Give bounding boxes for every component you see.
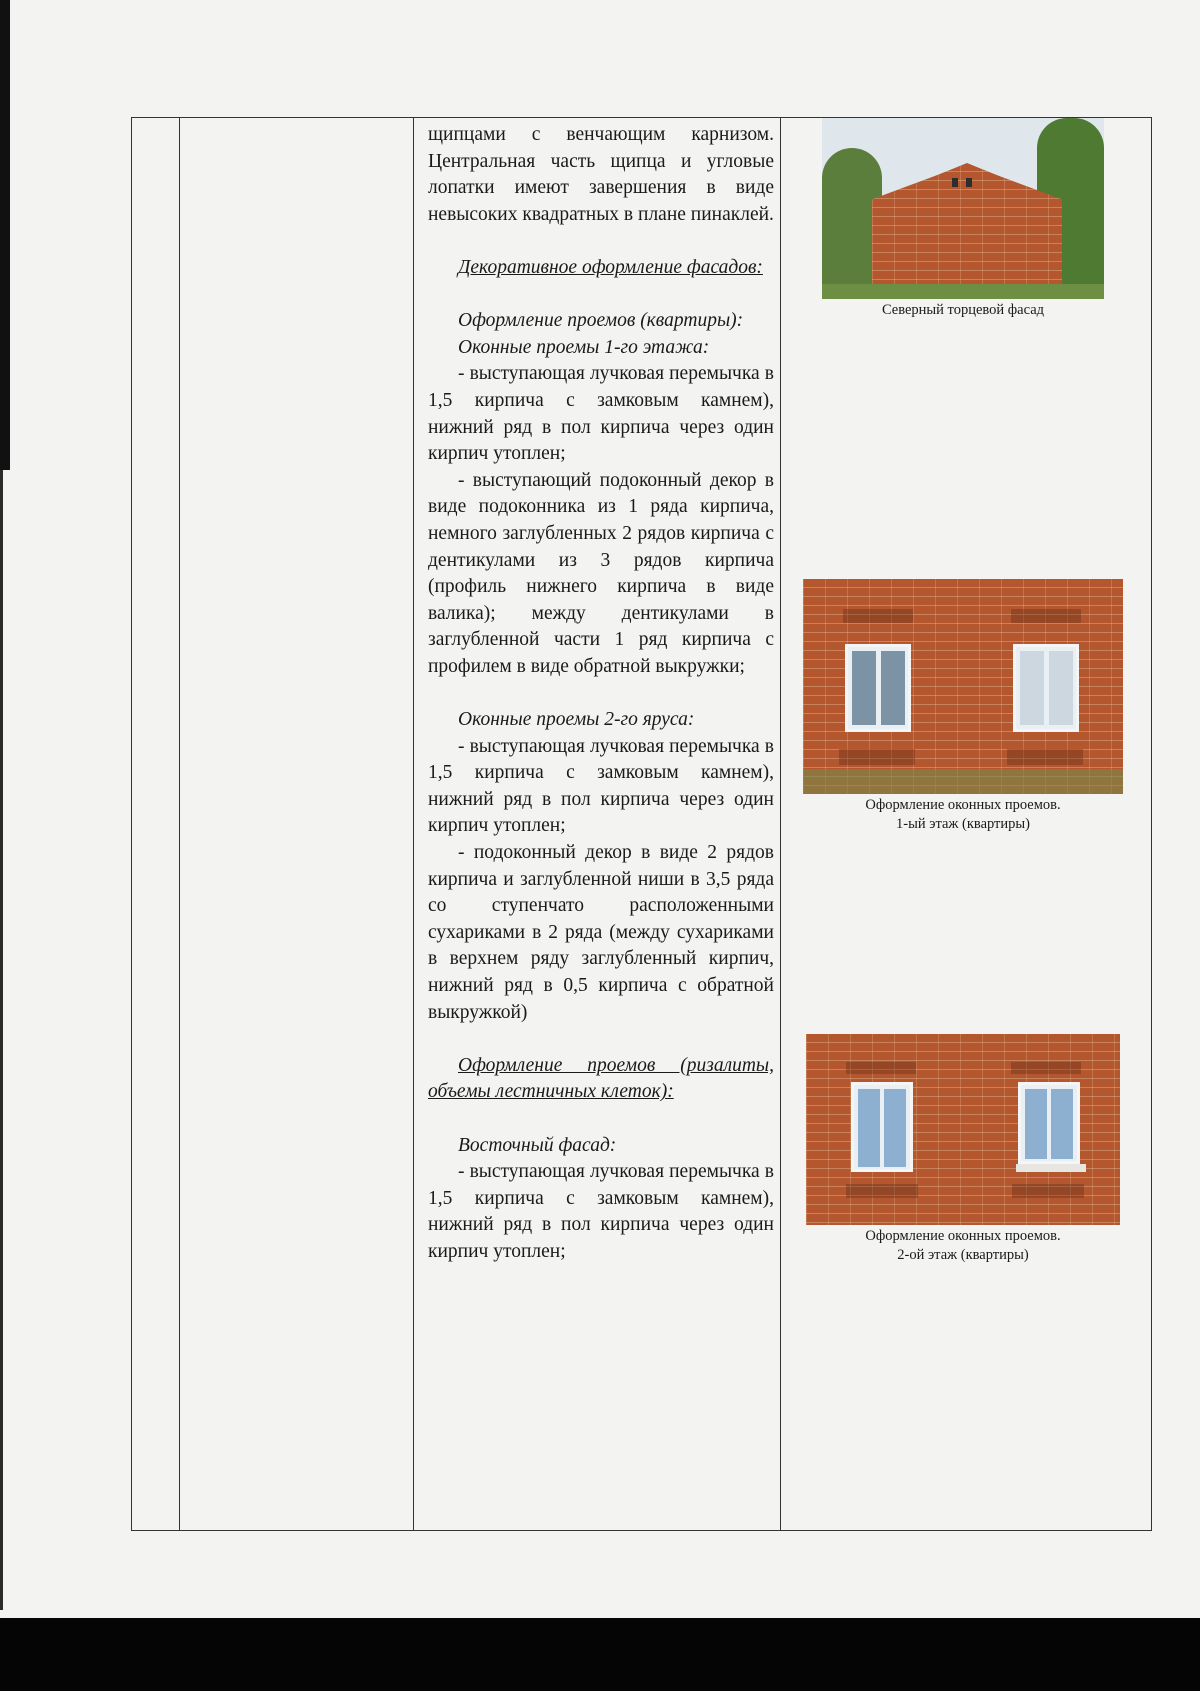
- floor2-item-lintel: - выступающая лучковая перемычка в 1,5 кирпича с замковым камнем), нижний ряд в пол кирпича через один кирпич утоплен;: [428, 735, 774, 837]
- floor1-item-sill: - выступающий подоконный декор в виде подоконника из 1 ряда кирпича, немного заглубленных 2 рядов кирпича с дентикулами из 3 рядов кирпича (профиль нижнего кирпича в виде валика); между дентикулами в заглубленной части 1 ряд кирпича с профилем в виде обратной выкружки;: [428, 469, 774, 677]
- description-column: [428, 122, 774, 1266]
- column-divider: [413, 117, 414, 1531]
- figure-floor1-windows: [788, 579, 1138, 834]
- column-divider: [179, 117, 180, 1531]
- floor2-item-sill: - подоконный декор в виде 2 рядов кирпича и заглубленной ниши в 3,5 ряда со ступенчато расположенными сухариками в 2 ряда (между сухариками в верхнем ряду заглубленный кирпич, нижний ряд в 0,5 кирпича с обратной выкружкой): [428, 842, 774, 1023]
- column-divider: [780, 117, 781, 1531]
- caption-floor2-line1: Оформление оконных проемов.: [865, 1228, 1061, 1244]
- heading-east-facade: Восточный фасад:: [458, 1134, 617, 1156]
- scan-edge: [0, 0, 10, 470]
- caption-north-facade: Северный торцевой фасад: [881, 302, 1045, 318]
- figure-north-facade: [788, 118, 1138, 320]
- floor1-item-lintel: - выступающая лучковая перемычка в 1,5 кирпича с замковым камнем), нижний ряд в пол кирпича через один кирпич утоплен;: [428, 363, 774, 465]
- caption-floor1-line1: Оформление оконных проемов.: [865, 797, 1061, 813]
- heading-openings-apartments: Оформление проемов (квартиры):: [458, 310, 744, 332]
- figure-floor2-windows: [788, 1034, 1138, 1265]
- photo-north-facade: [822, 118, 1104, 299]
- heading-openings-risalit: Оформление проемов (ризалиты, объемы лестничных клеток):: [428, 1054, 774, 1103]
- paragraph-gable: щипцами с венчающим карнизом. Центральная часть щипца и угловые лопатки имеют завершения в виде невысоких квадратных в плане пинаклей.: [428, 124, 774, 225]
- scan-bottom-border: [0, 1618, 1200, 1691]
- heading-decor: Декоративное оформление фасадов:: [458, 256, 763, 278]
- east-item-lintel: - выступающая лучковая перемычка в 1,5 кирпича с замковым камнем), нижний ряд в пол кирпича через один кирпич утоплен;: [428, 1161, 774, 1262]
- photo-floor2-windows: [806, 1034, 1120, 1225]
- heading-floor1: Оконные проемы 1-го этажа:: [458, 336, 710, 358]
- caption-floor1-line2: 1-ый этаж (квартиры): [896, 816, 1030, 832]
- scan-edge: [0, 470, 3, 1610]
- caption-floor2-line2: 2-ой этаж (квартиры): [897, 1247, 1029, 1263]
- photo-floor1-windows: [803, 579, 1123, 794]
- heading-floor2: Оконные проемы 2-го яруса:: [458, 709, 695, 731]
